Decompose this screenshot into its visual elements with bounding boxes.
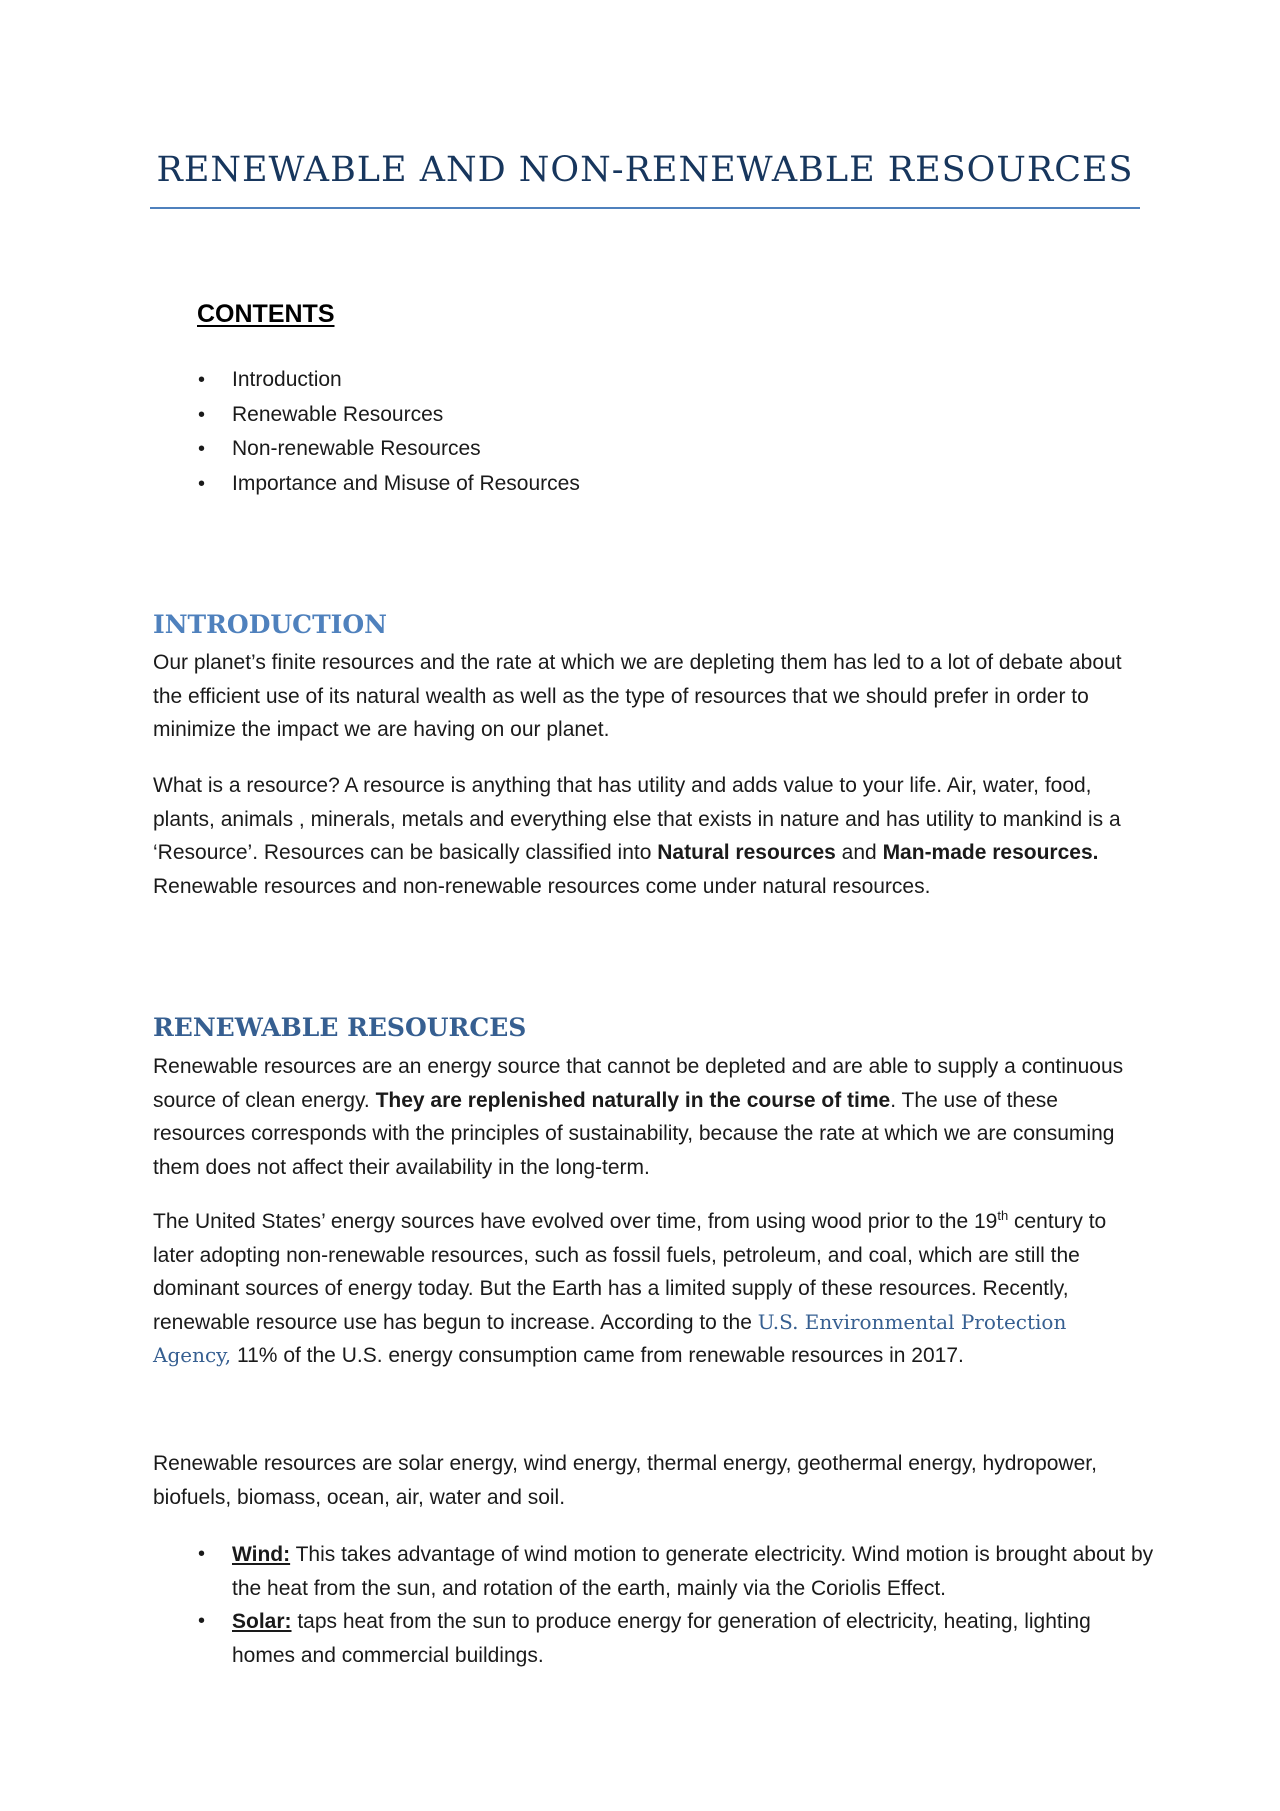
text-run: and <box>835 841 883 864</box>
list-item-text: This takes advantage of wind motion to generate electricity. Wind motion is brought about by the heat from the sun, and rotation of the earth, mainly via the Coriolis Effect. <box>232 1543 1154 1600</box>
list-item-text: taps heat from the sun to produce energy for generation of electricity, heating, lighting homes and commercial buildings. <box>232 1610 1091 1667</box>
bold-term-man-made-resources: Man-made resources. <box>882 841 1099 864</box>
contents-item-label: Importance and Misuse of Resources <box>232 471 580 495</box>
contents-heading: CONTENTS <box>197 300 335 328</box>
renewable-types-list <box>196 1538 1156 1672</box>
contents-item <box>196 467 580 502</box>
bullet-icon: • <box>198 472 206 495</box>
bullet-icon: • <box>198 438 206 460</box>
bullet-icon: • <box>198 403 206 426</box>
term-solar: Solar: <box>232 1610 292 1633</box>
list-item-wind <box>196 1538 1156 1605</box>
bullet-icon: • <box>198 1610 206 1632</box>
introduction-heading: INTRODUCTION <box>153 610 388 639</box>
text-run: Renewable resources and non-renewable resources come under natural resources. <box>153 874 931 898</box>
text-run: century to later adopting non-renewable resources, such as fossil fuels, petroleum, and coal, which are still the dominant sources of energy today. But the Earth has a limited supply of these resources. Recently, renewable resource use has begun to increase. According to the <box>153 1210 1107 1334</box>
text-run: 11% of the U.S. energy consumption came from renewable resources in 2017. <box>231 1344 964 1367</box>
renewable-paragraph-2 <box>153 1205 1143 1373</box>
text-run: Renewable resources are an energy source that cannot be depleted and are able to supply a continuous source of clean energy. <box>153 1055 1124 1112</box>
contents-item-label: Non-renewable Resources <box>232 437 481 460</box>
superscript: th <box>997 1208 1009 1223</box>
bullet-icon: • <box>198 369 206 391</box>
term-wind: Wind: <box>232 1543 291 1566</box>
bold-statement: They are replenished naturally in the course of time <box>375 1088 891 1112</box>
epa-link[interactable]: U.S. Environmental Protection Agency, <box>153 1309 1067 1367</box>
contents-item <box>196 398 580 433</box>
title-underline-rule <box>150 207 1140 209</box>
text-run: What is a resource? A resource is anything that has utility and adds value to your life. Air, water, food, plants, animals , minerals, metals and everything else that exists in nature and has utility to mankind is a ‘Resource’. Resources can be basically classified into <box>153 774 1121 864</box>
bullet-icon: • <box>198 1543 206 1565</box>
text-run: . The use of these resources corresponds with the principles of sustainability, because the rate at which we are consuming them does not affect their availability in the long-term. <box>153 1088 1115 1179</box>
introduction-paragraph-2 <box>153 769 1143 903</box>
contents-list <box>196 363 580 501</box>
text-run: The United States’ energy sources have evolved over time, from using wood prior to the 19 <box>153 1210 998 1233</box>
renewable-paragraph-1 <box>153 1050 1143 1184</box>
contents-item <box>196 363 580 398</box>
renewable-paragraph-3: Renewable resources are solar energy, wind energy, thermal energy, geothermal energy, hydropower, biofuels, biomass, ocean, air, water and soil. <box>153 1452 1097 1509</box>
contents-item-label: Introduction <box>232 368 342 391</box>
list-item-solar <box>196 1605 1156 1672</box>
contents-item-label: Renewable Resources <box>232 402 444 426</box>
contents-item <box>196 432 580 467</box>
bold-term-natural-resources: Natural resources <box>657 841 836 864</box>
renewable-resources-heading: RENEWABLE RESOURCES <box>153 1013 527 1042</box>
document-title: RENEWABLE AND NON-RENEWABLE RESOURCES <box>156 150 1134 190</box>
introduction-paragraph-1: Our planet’s finite resources and the rate at which we are depleting them has led to a lot of debate about the efficient use of its natural wealth as well as the type of resources that we should prefer in order to minimize the impact we are having on our planet. <box>153 651 1122 741</box>
